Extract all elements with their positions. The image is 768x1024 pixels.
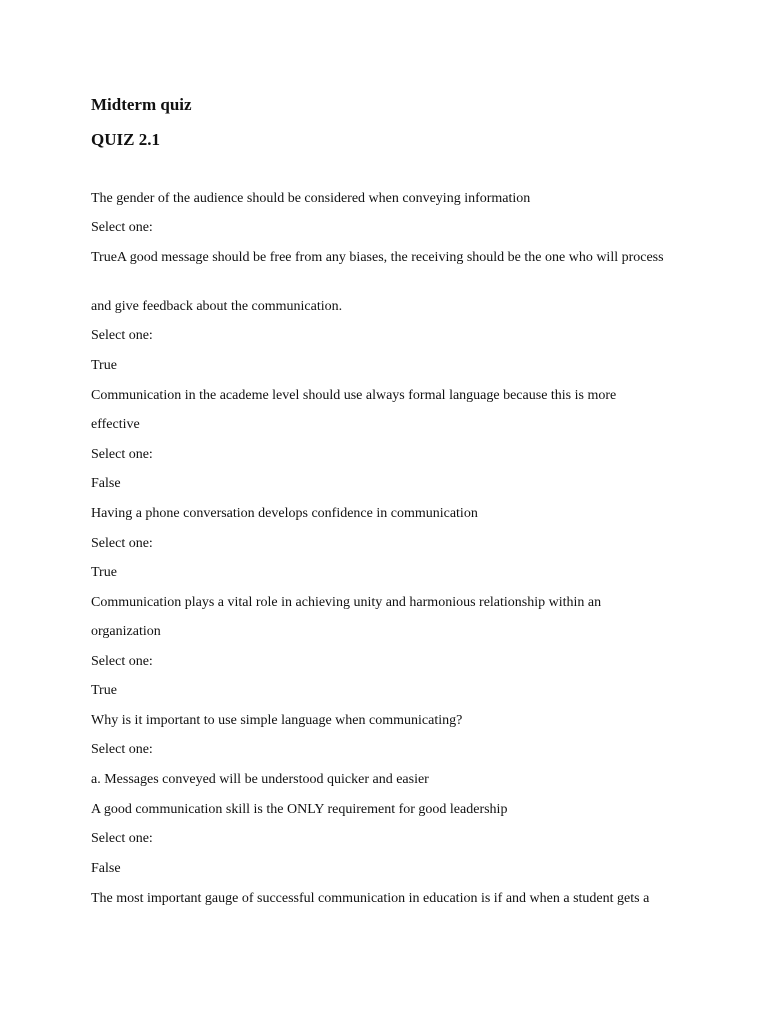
answer-text: True [91,358,117,373]
answer-text: False [91,861,121,876]
question-text: A good communication skill is the ONLY requirement for good leadership [91,802,508,817]
document-title: Midterm quiz [91,95,192,114]
select-one-label: Select one: [91,742,153,757]
select-one-label: Select one: [91,536,153,551]
answer-text: a. Messages conveyed will be understood quicker and easier [91,772,429,787]
answer-text: True [91,683,117,698]
question-text: Why is it important to use simple language when communicating? [91,713,463,728]
question-text: effective [91,417,140,432]
quiz-heading: QUIZ 2.1 [91,130,160,149]
question-text: The gender of the audience should be considered when conveying information [91,191,531,206]
question-text: Having a phone conversation develops confidence in communication [91,506,478,521]
question-text: and give feedback about the communication. [91,299,343,314]
select-one-label: Select one: [91,328,153,343]
select-one-label: Select one: [91,831,153,846]
select-one-label: Select one: [91,447,153,462]
select-one-label: Select one: [91,220,153,235]
question-text: Communication in the academe level should use always formal language because this is more [91,388,617,403]
question-text: The most important gauge of successful communication in education is if and when a student gets a [91,891,650,906]
answer-text: True [91,565,117,580]
answer-text: False [91,476,121,491]
question-text: organization [91,624,161,639]
question-text: Communication plays a vital role in achieving unity and harmonious relationship within an [91,595,602,610]
select-one-label: Select one: [91,654,153,669]
question-text: TrueA good message should be free from any biases, the receiving should be the one who will process [91,250,664,265]
